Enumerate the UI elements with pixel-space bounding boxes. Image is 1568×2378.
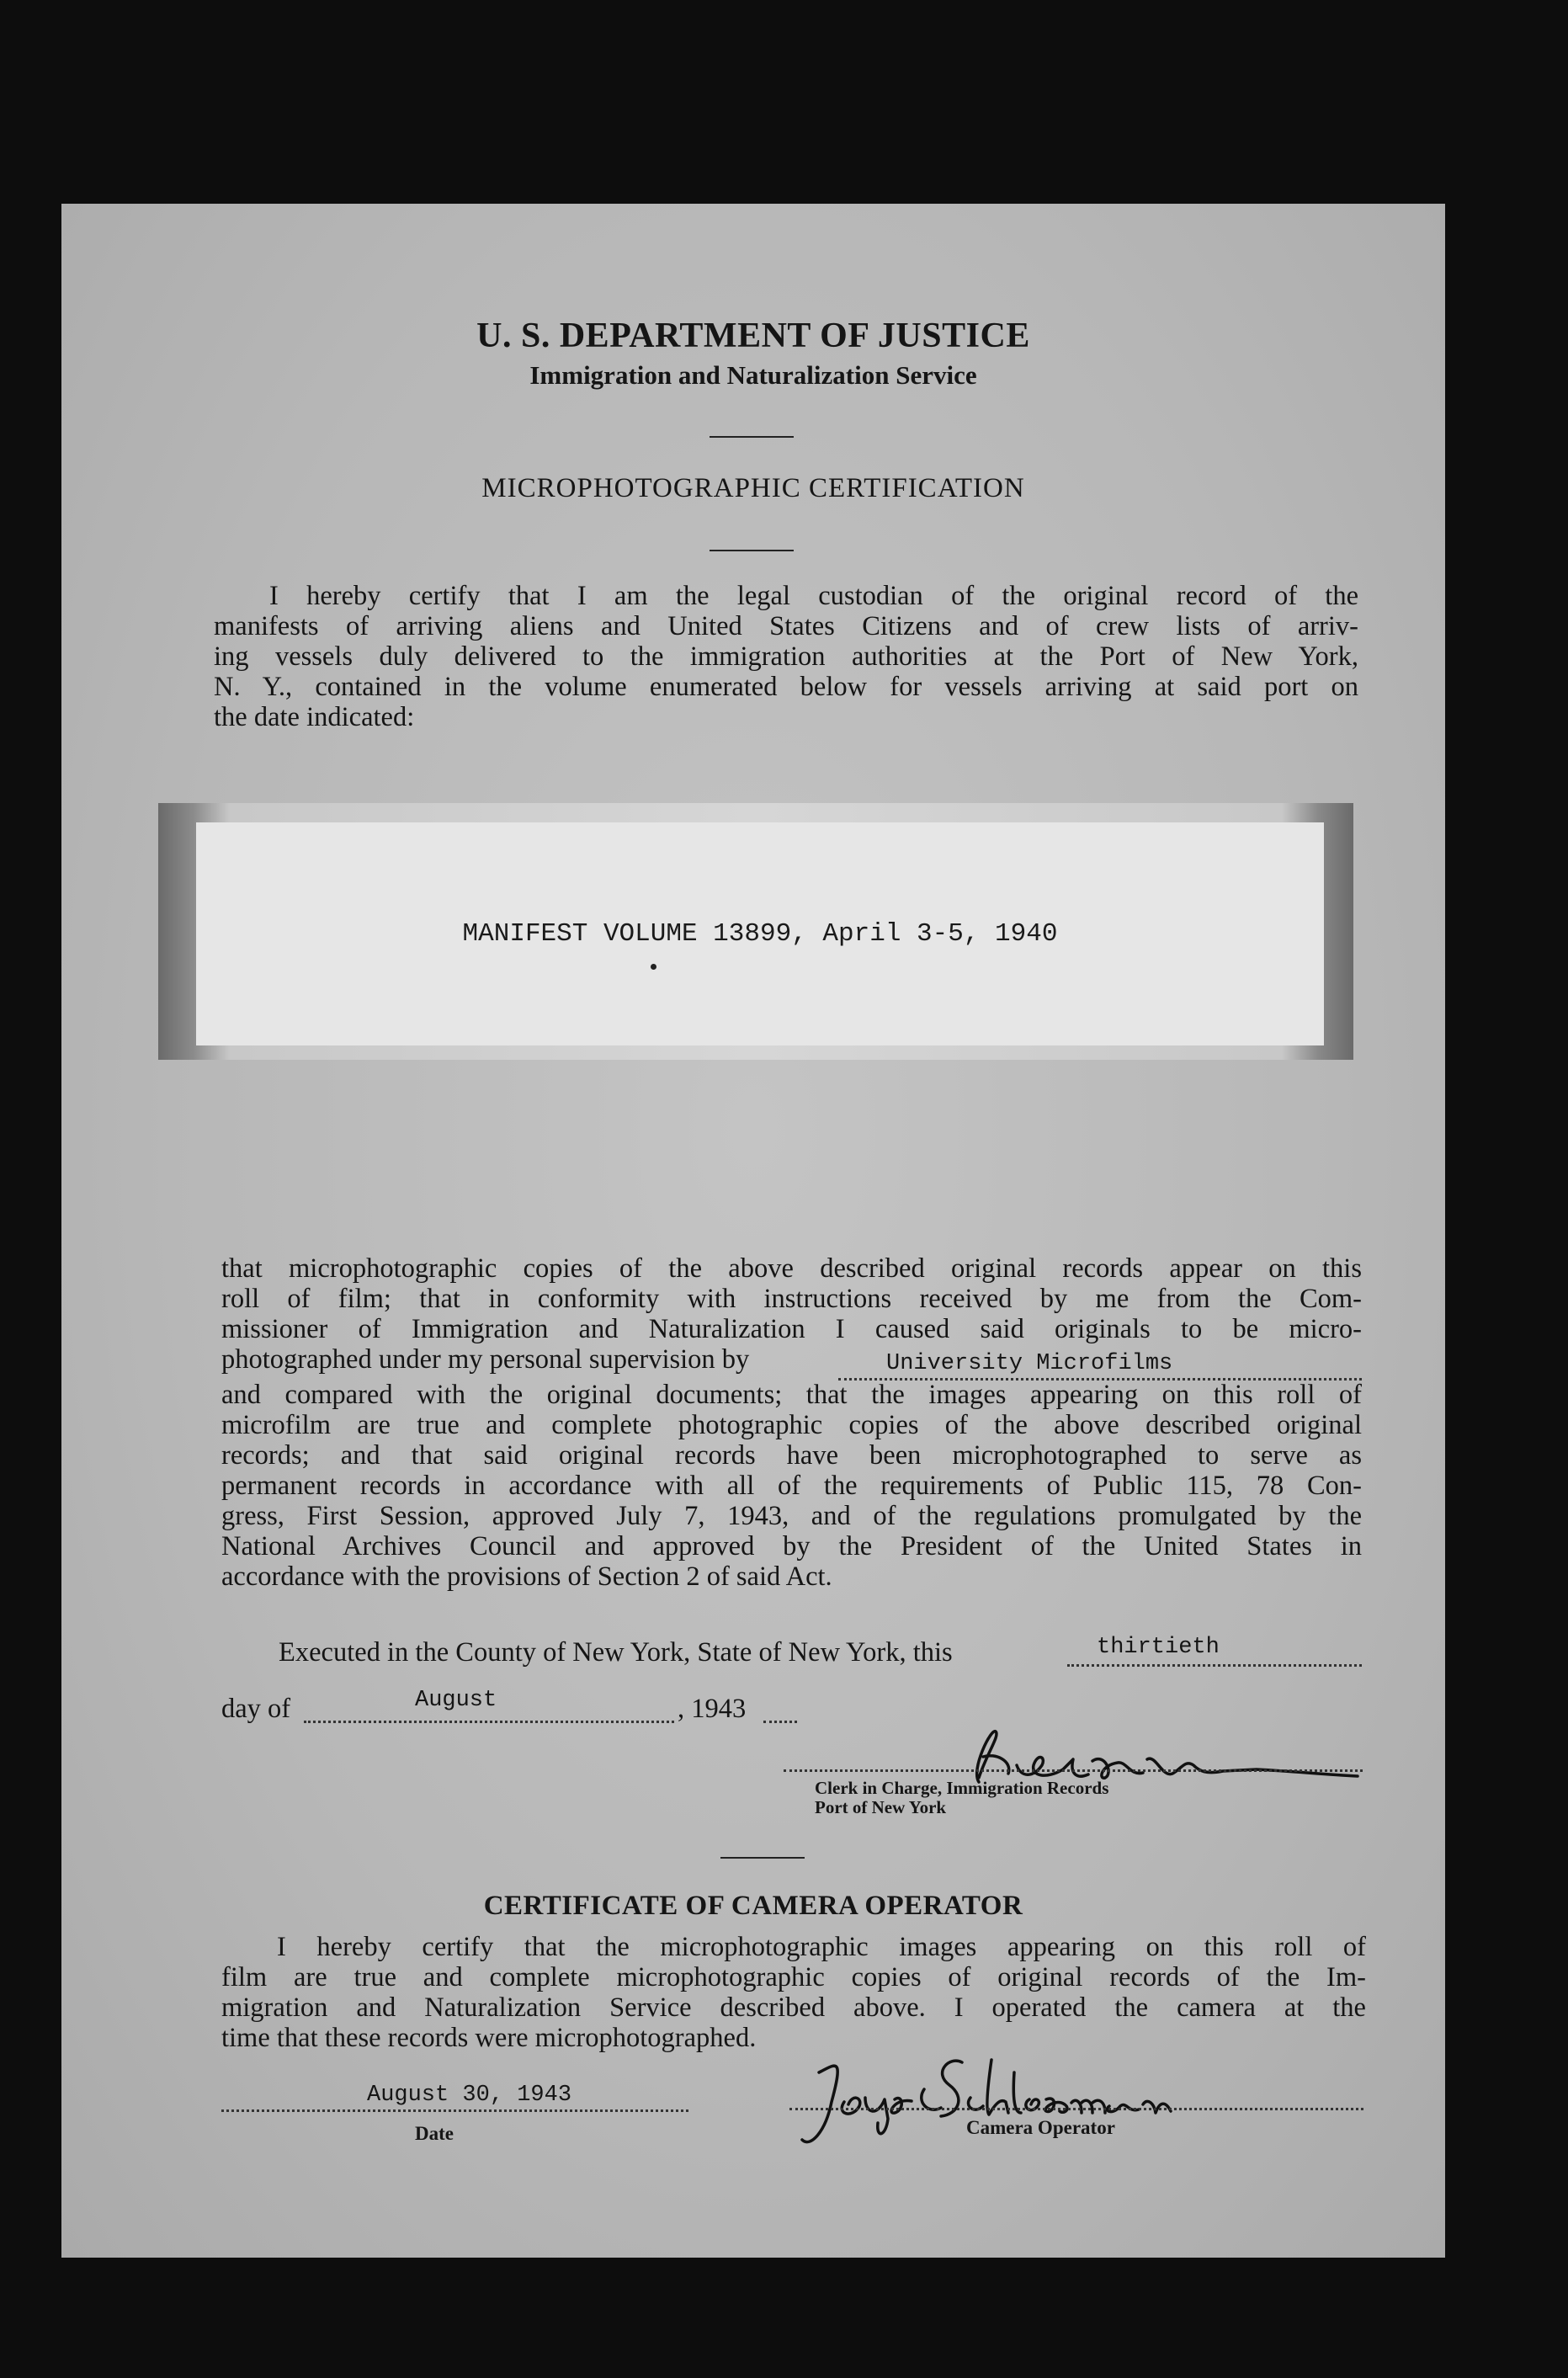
microfilm-paragraph	[221, 1253, 1362, 1376]
camera-paragraph	[221, 1932, 1366, 2053]
divider	[710, 436, 794, 438]
certificate-page	[61, 204, 1445, 2258]
date-value: August 30, 1943	[367, 2083, 572, 2108]
month-line	[304, 1721, 674, 1723]
text-line: and compared with the original documents; that the images appearing on this roll of	[221, 1380, 1362, 1410]
text-line: gress, First Session, approved July 7, 1943, and of the regulations promulgated by the	[221, 1501, 1362, 1531]
text-line: permanent records in accordance with all of the requirements of Public 115, 78 Con-	[221, 1471, 1362, 1501]
day-of-label: day of	[221, 1694, 291, 1724]
divider	[710, 550, 794, 551]
date-line	[221, 2109, 688, 2112]
date-label: Date	[415, 2123, 454, 2144]
text-line: missioner of Immigration and Naturalization I caused said originals to be micro-	[221, 1314, 1362, 1344]
executed-day-line	[1067, 1664, 1362, 1667]
month-value: August	[415, 1688, 497, 1713]
text-line: ing vessels duly delivered to the immigration authorities at the Port of New York,	[214, 641, 1358, 672]
text-line: National Archives Council and approved by the President of the United States in	[221, 1531, 1362, 1561]
text-line: microfilm are true and complete photographic copies of the above described original	[221, 1410, 1362, 1440]
text-line: manifests of arriving aliens and United States Citizens and of crew lists of arriv-	[214, 611, 1358, 641]
clerk-signature-line	[784, 1769, 1363, 1772]
manifest-volume-label: MANIFEST VOLUME 13899, April 3-5, 1940	[462, 919, 1058, 949]
text-line: N. Y., contained in the volume enumerated below for vessels arriving at said port on	[214, 672, 1358, 702]
text-line: I hereby certify that I am the legal custodian of the original record of the	[269, 581, 1358, 611]
ink-speck	[651, 964, 656, 970]
divider	[720, 1857, 805, 1859]
text-line: that microphotographic copies of the above described original records appear on this	[221, 1253, 1362, 1284]
department-heading: U. S. DEPARTMENT OF JUSTICE	[476, 317, 1030, 355]
text-line: film are true and complete microphotographic copies of original records of the Im-	[221, 1962, 1366, 1992]
camera-operator-label: Camera Operator	[966, 2117, 1115, 2138]
clerk-title: Clerk in Charge, Immigration Records	[815, 1778, 1109, 1798]
photographer-value: University Microfilms	[886, 1351, 1173, 1376]
camera-certificate-title: CERTIFICATE OF CAMERA OPERATOR	[483, 1891, 1023, 1921]
custodian-paragraph	[214, 581, 1358, 732]
text-line: photographed under my personal supervision by	[221, 1344, 750, 1375]
text-line: time that these records were microphotographed.	[221, 2023, 757, 2053]
service-subheading: Immigration and Naturalization Service	[529, 360, 977, 390]
executed-text: Executed in the County of New York, State of New York, this	[279, 1637, 953, 1668]
text-line: migration and Naturalization Service described above. I operated the camera at the	[221, 1992, 1366, 2023]
year-line	[763, 1721, 797, 1723]
form-title: MICROPHOTOGRAPHIC CERTIFICATION	[481, 473, 1025, 503]
camera-operator-signature	[768, 2039, 1273, 2157]
clerk-port: Port of New York	[815, 1797, 947, 1817]
executed-day-value: thirtieth	[1097, 1635, 1220, 1660]
volume-strip	[196, 822, 1324, 1045]
text-line: roll of film; that in conformity with instructions received by me from the Com-	[221, 1284, 1362, 1314]
camera-operator-line	[789, 2108, 1363, 2110]
text-line: accordance with the provisions of Section 2 of said Act.	[221, 1561, 832, 1592]
text-line: I hereby certify that the microphotographic images appearing on this roll of	[277, 1932, 1366, 1962]
text-line: the date indicated:	[214, 702, 415, 732]
compliance-paragraph	[221, 1380, 1362, 1592]
text-line: records; and that said original records have been microphotographed to serve as	[221, 1440, 1362, 1471]
year-text: , 1943	[678, 1694, 747, 1724]
